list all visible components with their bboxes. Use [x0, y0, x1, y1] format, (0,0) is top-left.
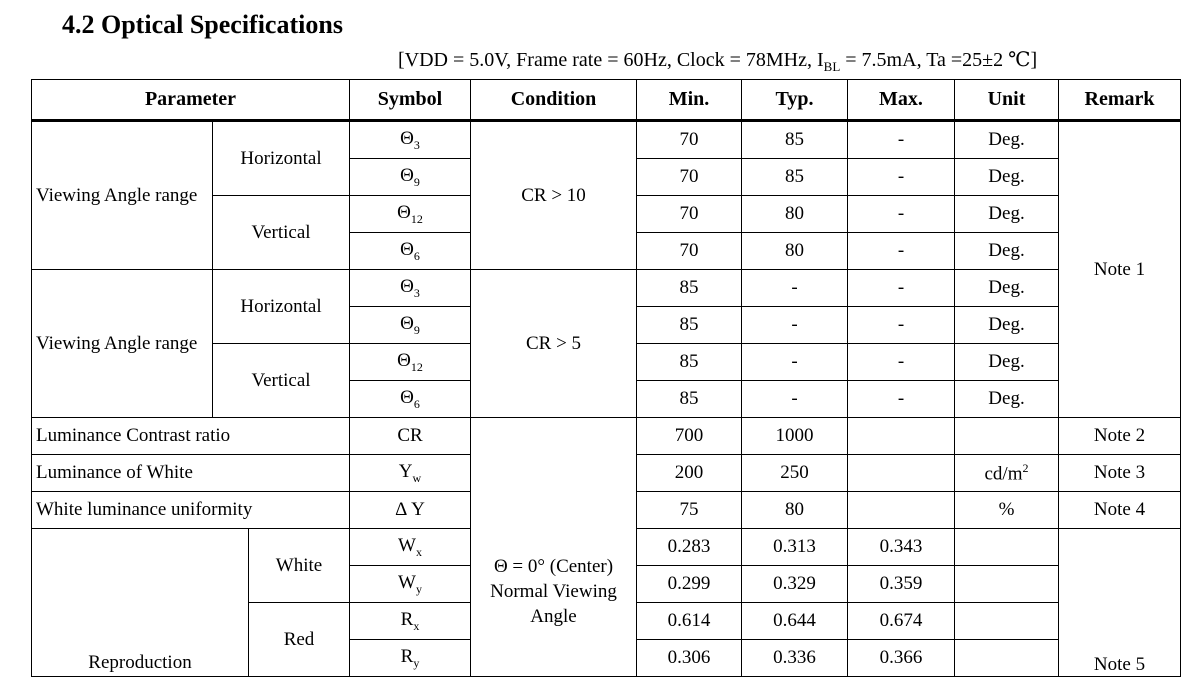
min-cell: 0.614 — [637, 603, 742, 640]
unit-cell — [955, 418, 1059, 455]
table-row — [32, 418, 1181, 455]
typ-cell: 85 — [742, 159, 848, 196]
page-title: 4.2 Optical Specifications — [62, 10, 343, 39]
max-cell: - — [848, 344, 955, 381]
symbol-cell: $W_x$ — [350, 529, 471, 566]
symbol-cell: $\Theta_9$ — [350, 307, 471, 344]
cond-clock: Clock = 78MHz — [676, 49, 807, 71]
unit-cell — [955, 529, 1059, 566]
unit-cell: % — [955, 492, 1059, 529]
typ-cell: 85 — [742, 121, 848, 159]
remark-cell: Note 1 — [1059, 121, 1181, 418]
symbol-cell: $\Theta_3$ — [350, 121, 471, 159]
param-vertical: Vertical — [213, 196, 350, 270]
min-cell: 70 — [637, 121, 742, 159]
condition-center: Θ = 0° (Center) Normal Viewing Angle — [471, 418, 637, 677]
condition-cell: CR > 5 — [471, 270, 637, 418]
header-max: Max. — [848, 80, 955, 121]
header-unit: Unit — [955, 80, 1059, 121]
unit-cell: Deg. — [955, 196, 1059, 233]
min-cell: 70 — [637, 233, 742, 270]
symbol-cell: Δ Y — [350, 492, 471, 529]
remark-cell: Note 4 — [1059, 492, 1181, 529]
unit-cell: Deg. — [955, 159, 1059, 196]
max-cell — [848, 455, 955, 492]
param-uniformity: White luminance uniformity — [32, 492, 350, 529]
param-white: White — [249, 529, 350, 603]
header-condition: Condition — [471, 80, 637, 121]
typ-cell: 80 — [742, 196, 848, 233]
max-cell: - — [848, 159, 955, 196]
symbol-cell: $\Theta_3$ — [350, 270, 471, 307]
param-vertical: Vertical — [213, 344, 350, 418]
max-cell: - — [848, 121, 955, 159]
min-cell: 0.283 — [637, 529, 742, 566]
cond-ta: Ta =25±2 ℃ — [926, 49, 1031, 71]
max-cell: 0.366 — [848, 640, 955, 677]
symbol-cell: $\Theta_6$ — [350, 381, 471, 418]
max-cell: 0.343 — [848, 529, 955, 566]
symbol-cell: $R_y$ — [350, 640, 471, 677]
cond-frame: Frame rate = 60Hz — [516, 49, 667, 71]
test-conditions: [VDD = 5.0V, Frame rate = 60Hz, Clock = 78MHz, $I_{BL} = 7.5mA$, Ta =25±2 ℃] — [398, 49, 1038, 74]
unit-cell: Deg. — [955, 233, 1059, 270]
remark-cell: Note 3 — [1059, 455, 1181, 492]
min-cell: 700 — [637, 418, 742, 455]
max-cell: - — [848, 196, 955, 233]
typ-cell: 0.313 — [742, 529, 848, 566]
max-cell: 0.359 — [848, 566, 955, 603]
param-reproduction: Reproduction — [32, 529, 249, 677]
typ-cell: 0.644 — [742, 603, 848, 640]
max-cell — [848, 418, 955, 455]
max-cell: 0.674 — [848, 603, 955, 640]
symbol-cell: $Y_w$ — [350, 455, 471, 492]
header-symbol: Symbol — [350, 80, 471, 121]
typ-cell: 0.336 — [742, 640, 848, 677]
max-cell: - — [848, 270, 955, 307]
param-red: Red — [249, 603, 350, 677]
optical-spec-table — [31, 79, 1181, 677]
param-horizontal: Horizontal — [213, 121, 350, 196]
condition-cell: CR > 10 — [471, 121, 637, 270]
symbol-cell: $\Theta_6$ — [350, 233, 471, 270]
symbol-cell: $R_x$ — [350, 603, 471, 640]
param-horizontal: Horizontal — [213, 270, 350, 344]
unit-cell — [955, 640, 1059, 677]
table-row — [32, 121, 1181, 159]
unit-cell: Deg. — [955, 381, 1059, 418]
unit-cell: Deg. — [955, 344, 1059, 381]
param-luminance-white: Luminance of White — [32, 455, 350, 492]
typ-cell: - — [742, 270, 848, 307]
table-row — [32, 270, 1181, 307]
symbol-cell: $W_y$ — [350, 566, 471, 603]
typ-cell: 80 — [742, 492, 848, 529]
param-viewing-angle: Viewing Angle range — [32, 270, 213, 418]
typ-cell: 80 — [742, 233, 848, 270]
unit-cell — [955, 566, 1059, 603]
max-cell: - — [848, 381, 955, 418]
typ-cell: - — [742, 344, 848, 381]
typ-cell: 250 — [742, 455, 848, 492]
max-cell — [848, 492, 955, 529]
header-remark: Remark — [1059, 80, 1181, 121]
symbol-cell: CR — [350, 418, 471, 455]
header-min: Min. — [637, 80, 742, 121]
param-contrast-ratio: Luminance Contrast ratio — [32, 418, 350, 455]
typ-cell: - — [742, 381, 848, 418]
min-cell: 70 — [637, 159, 742, 196]
min-cell: 0.299 — [637, 566, 742, 603]
header-parameter: Parameter — [32, 80, 350, 121]
max-cell: - — [848, 307, 955, 344]
symbol-cell: $\Theta_{12}$ — [350, 344, 471, 381]
min-cell: 70 — [637, 196, 742, 233]
cond-vdd: VDD = 5.0V — [404, 49, 507, 71]
typ-cell: 0.329 — [742, 566, 848, 603]
min-cell: 75 — [637, 492, 742, 529]
min-cell: 85 — [637, 270, 742, 307]
remark-cell: Note 5 — [1059, 529, 1181, 677]
symbol-cell: $\Theta_9$ — [350, 159, 471, 196]
header-typ: Typ. — [742, 80, 848, 121]
min-cell: 85 — [637, 307, 742, 344]
cond-ibl: $I_{BL} = 7.5mA$ — [816, 49, 917, 74]
typ-cell: - — [742, 307, 848, 344]
min-cell: 200 — [637, 455, 742, 492]
max-cell: - — [848, 233, 955, 270]
typ-cell: 1000 — [742, 418, 848, 455]
unit-cell: Deg. — [955, 270, 1059, 307]
param-viewing-angle: Viewing Angle range — [32, 121, 213, 270]
unit-cell: Deg. — [955, 307, 1059, 344]
symbol-cell: $\Theta_{12}$ — [350, 196, 471, 233]
min-cell: 85 — [637, 344, 742, 381]
min-cell: 85 — [637, 381, 742, 418]
unit-cell: $cd/m^2$ — [955, 455, 1059, 492]
unit-cell: Deg. — [955, 121, 1059, 159]
header-row — [32, 80, 1181, 121]
remark-cell: Note 2 — [1059, 418, 1181, 455]
unit-cell — [955, 603, 1059, 640]
min-cell: 0.306 — [637, 640, 742, 677]
